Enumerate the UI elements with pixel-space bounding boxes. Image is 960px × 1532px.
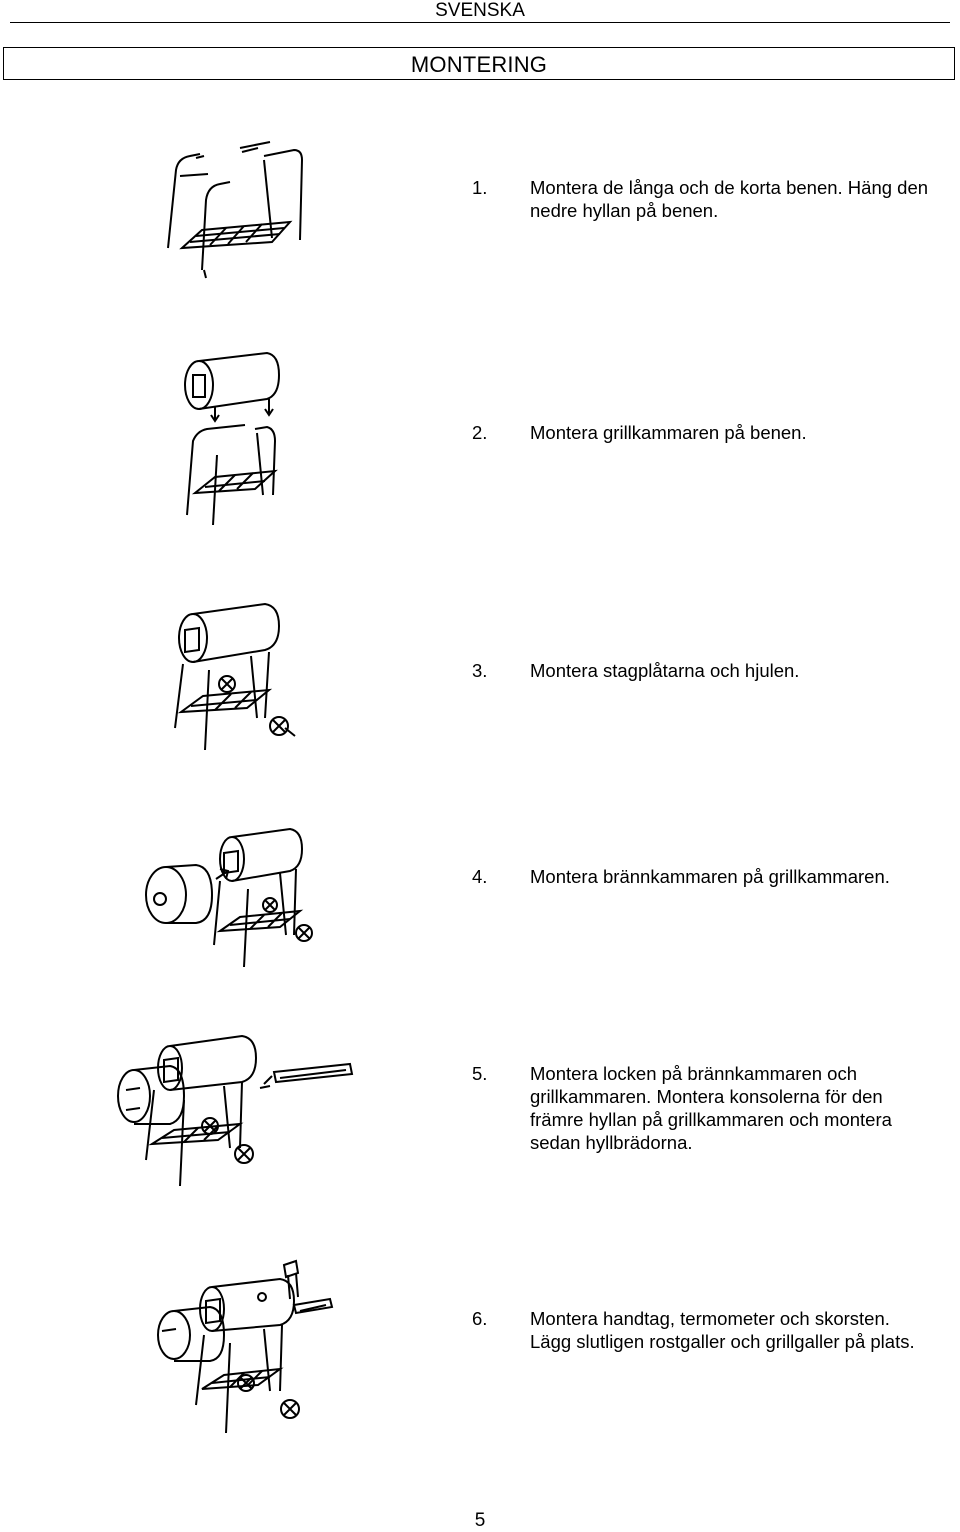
- step-1-number: 1.: [472, 177, 488, 198]
- step-1-text: Montera de långa och de korta benen. Häng den nedre hyllan på benen.: [530, 177, 929, 221]
- step-1-illustration: [160, 130, 310, 280]
- step-2-illustration: [175, 345, 295, 535]
- step-5-illustration: [110, 1030, 360, 1190]
- step-3-illustration: [165, 600, 305, 750]
- step-5-text: Montera locken på brännkammaren och grillkammaren. Montera konsolerna för den främre hyllan på grillkammaren och montera sedan hyllbrädorna.: [530, 1063, 892, 1153]
- step-6-number: 6.: [472, 1308, 488, 1329]
- step-4-number: 4.: [472, 866, 488, 887]
- step-3-text: Montera stagplåtarna och hjulen.: [530, 660, 800, 681]
- step-6-illustration: [150, 1255, 340, 1440]
- step-2-text: Montera grillkammaren på benen.: [530, 422, 807, 443]
- step-4-text: Montera brännkammaren på grillkammaren.: [530, 866, 890, 887]
- step-3-number: 3.: [472, 660, 488, 681]
- section-title-box: [3, 47, 955, 80]
- language-header: SVENSKA: [435, 0, 525, 21]
- step-4-illustration: [140, 825, 320, 970]
- header-rule: [10, 22, 950, 23]
- step-6-text: Montera handtag, termometer och skorsten. Lägg slutligen rostgaller och grillgaller på plats.: [530, 1308, 915, 1352]
- step-5-number: 5.: [472, 1063, 488, 1084]
- page-number: 5: [474, 1510, 486, 1531]
- section-title: MONTERING: [410, 52, 548, 77]
- step-2-number: 2.: [472, 422, 488, 443]
